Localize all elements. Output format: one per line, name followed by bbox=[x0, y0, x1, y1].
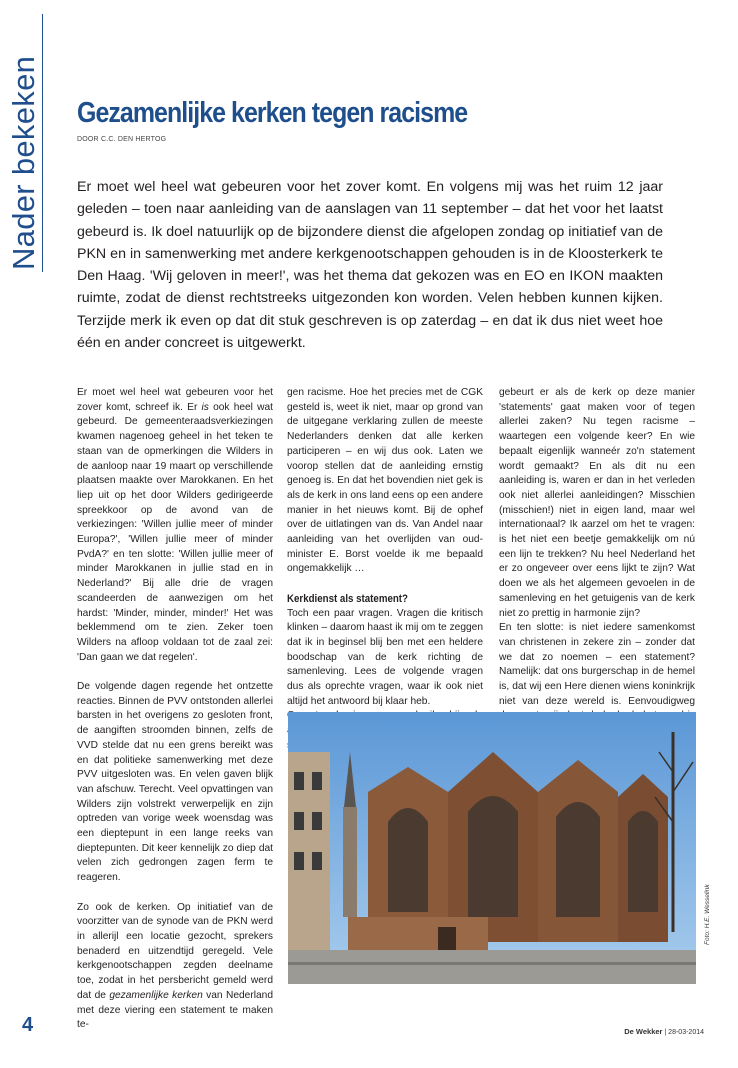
col2-paragraph-2: Toch een paar vragen. Vragen die kritisch klinken – daarom haast ik mij om te zeggen dat ik in beginsel blij ben met een heldere boodschap van de kerk richting de samenleving. Lees de volgende vragen dus als oprechte vragen, waar ik ook niet altijd het antwoord bij klaar heb. bbox=[287, 607, 483, 707]
body-column-1 bbox=[77, 386, 274, 1031]
body-column-2 bbox=[287, 386, 483, 712]
col1-paragraph-2: De volgende dagen regende het ontzette reacties. Binnen de PVV ontstonden allerlei barsten in het overigens zo gesloten front, de aangiften stroomden binnen, zelfs de VVD stelde dat nu een grens bereikt was en dat politieke samenwerking met deze PVV uitgesloten was. En velen gaven blijk van afschuw. Terecht. Veel opvattingen van Wilders zijn volstrekt verwerpelijk en zijn optreden van vorige week woensdag was een dieptepunt in een lange reeks van dieptepunten. Dit keer kennelijk zo diep dat velen zich gedrongen zagen ferm te reageren. bbox=[77, 681, 273, 884]
article-title: Gezamenlijke kerken tegen racisme bbox=[77, 97, 468, 130]
section-label: Nader bekeken bbox=[6, 55, 41, 270]
page-number: 4 bbox=[22, 1014, 34, 1036]
col3-paragraph-1: gebeurt er als de kerk op deze manier 'statements' gaat maken voor of tegen allerlei zaken? Nu tegen racisme – waartegen een volgende keer? En wie bepaalt eigenlijk wanneér zo'n statement wordt gemaakt? En als dit nu een aanleiding is, waren er dan in het verleden ook niet allerlei aanleidingen? Misschien (misschien!) niet in eigen land, maar wel internationaal? Ik aarzel om het te vragen: is het niet een beetje gemakkelijk om nú een lijn te trekken? Nu heel Nederland het er zo ongeveer over eens lijkt te zijn? Wat doen we als het algemeen gevoelen in de samenleving en het getuigenis van de kerk niet zo prettig in harmonie zijn? bbox=[499, 387, 695, 619]
issue-date: | 28-03-2014 bbox=[664, 1029, 704, 1036]
section-heading: Kerkdienst als statement? bbox=[287, 592, 408, 605]
col3-paragraph-2: En ten slotte: is niet iedere samenkomst van christenen in zekere zin – zonder dat we dat zo noemen – een statement? Namelijk: dat ons burgerschap in de hemel is, dat wij een Here dienen wiens koninkrijk niet van deze wereld is. Eenvoudigweg bbox=[499, 622, 695, 707]
section-rule bbox=[42, 14, 43, 272]
col1-paragraph-1: Er moet wel heel wat gebeuren voor het zover komt, schreef ik. Er is ook heel wat gebeurd. De gemeenteraadsverkiezingen kwamen nagenoeg geheel in het teken te staan van de opmerkingen die Wilders in de aanloop naar 19 maart op verschillende plaatsen maakte over Marokkanen. En het liep uit op het door Wilders gedirigeerde spreekkoor op de avond van de verkiezingen: 'Willen jullie meer of minder Europa?', 'Willen jullie meer of minder PvdA?' en ten slotte: 'Willen jullie meer of minder Marokkanen in jullie stad en in Nederland?' Bij alle drie de vragen scandeerden de aanwezigen om het hardst: 'Minder, minder, minder!' Het was beklemmend om te zien. Zeker toen Wilders na afloop voldaan tot de zaal zei: 'Dan gaan we dat regelen'. bbox=[77, 387, 273, 663]
article-lead: Er moet wel heel wat gebeuren voor het zover komt. En volgens mij was het ruim 12 jaar geleden – toen naar aanleiding van de aanslagen van 11 september – dat het voor het laatst gebeurd is. Ik doel natuurlijk op de bijzondere dienst die afgelopen zondag op initiatief van de PKN en in samenwerking met andere kerkgenootschappen gehouden is in de Kloosterkerk te Den Haag. 'Wij geloven in meer!', was het thema dat gekozen was en EO en IKON maakten ruimte, zodat de dienst rechtstreeks uitgezonden kon worden. Velen hebben kunnen kijken. Terzijde merk ik even op dat dit stuk geschreven is op zaterdag – en dat ik dus niet weet hoe één en ander concreet is uitgewerkt. bbox=[77, 179, 663, 352]
body-column-3 bbox=[499, 386, 695, 712]
church-photo bbox=[288, 712, 696, 984]
page-footer bbox=[624, 1027, 704, 1036]
col1-paragraph-3: Zo ook de kerken. Op initiatief van de voorzitter van de synode van de PKN werd in allerijl een locatie gezocht, sprekers benaderd en uitzendtijd geregeld. Vele kerkgenootschappen zegden deelname toe, zodat in het persbericht gemeld werd dat de gezamenlijke kerken van Nederland met deze viering een statement te maken te- bbox=[77, 901, 274, 1031]
magazine-name: De Wekker bbox=[624, 1027, 663, 1036]
photo-credit: Foto: H.E. Wesselink bbox=[704, 884, 711, 945]
col2-paragraph-1: gen racisme. Hoe het precies met de CGK gesteld is, weet ik niet, maar op grond van de uitgegane verklaring zullen de meeste Nederlanders denken dat alle kerken participeren – en wij dus ook. Laten we voorop stellen dat de aanleiding ernstig genoeg is. En dat het bovendien niet gek is als de kerk in ons land eens op een andere manier in het nieuws komt. Bij de ophef over de uitlatingen van ds. Van Andel naar aanleiding van het overlijden van oud-minister E. Borst voelde ik me bepaald ongemakkelijk … bbox=[287, 387, 483, 575]
article-byline: DOOR C.C. DEN HERTOG bbox=[77, 136, 167, 143]
